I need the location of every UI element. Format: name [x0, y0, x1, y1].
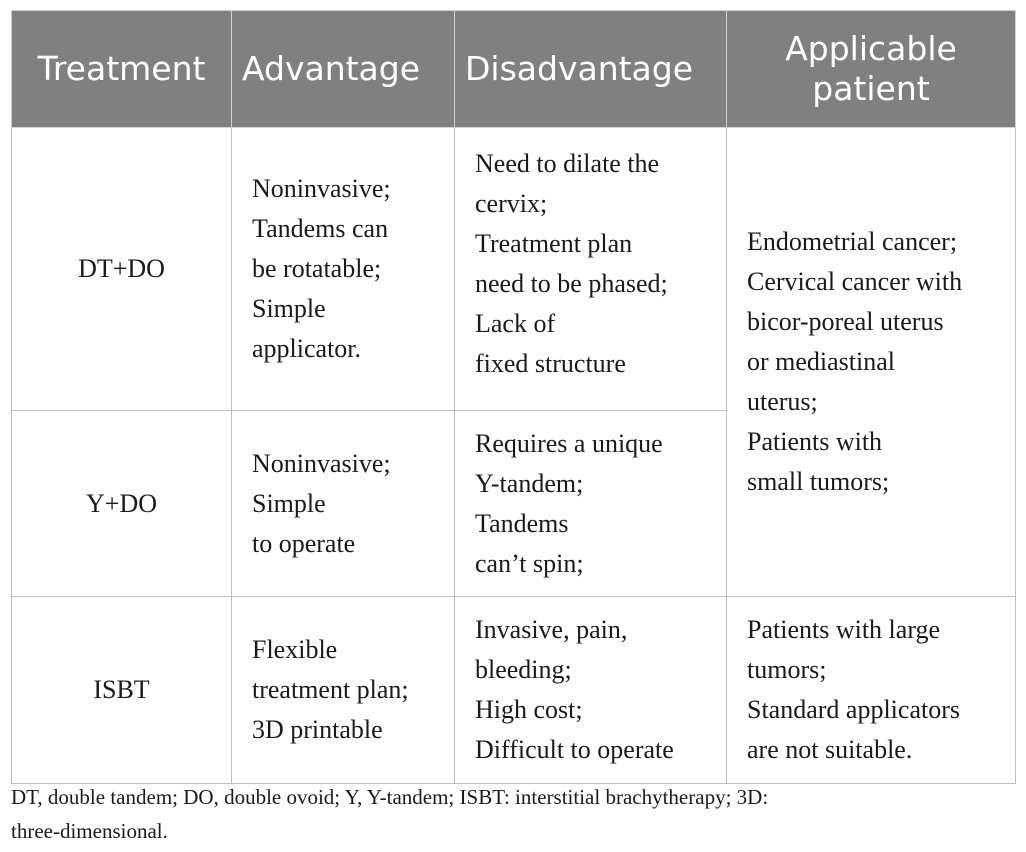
- disadvantage-cell: [455, 411, 727, 597]
- advantage-cell: [232, 597, 455, 784]
- header-row: [12, 11, 1016, 128]
- disadvantage-line: Difficult to operate: [475, 735, 674, 764]
- disadvantage-line: Treatment plan: [475, 229, 633, 258]
- advantage-line: to operate: [252, 528, 356, 558]
- treatment-cell: Y+DO: [12, 411, 232, 597]
- footnote-line2: three-dimensional.: [11, 819, 168, 843]
- advantage-line: Noninvasive;: [252, 174, 391, 203]
- header-applicable-line1: Applicable: [785, 29, 957, 68]
- header-disadvantage: Disadvantage: [455, 11, 727, 128]
- advantage-line: Simple: [252, 488, 326, 518]
- applicable-line: Standard applicators: [747, 695, 960, 724]
- applicable-line: Patients with: [747, 427, 883, 456]
- disadvantage-line: High cost;: [475, 695, 583, 724]
- disadvantage-line: cervix;: [475, 189, 548, 218]
- applicable-patient-cell: [727, 597, 1016, 784]
- advantage-line: Flexible: [252, 635, 338, 664]
- advantage-line: Tandems can: [252, 214, 389, 243]
- advantage-line: Noninvasive;: [252, 448, 391, 478]
- table-footnote: [11, 780, 1015, 848]
- header-applicable-line2: patient: [812, 69, 930, 108]
- applicable-line: tumors;: [747, 655, 827, 684]
- disadvantage-cell: [455, 128, 727, 411]
- header-treatment: Treatment: [12, 11, 232, 128]
- applicable-line: uterus;: [747, 387, 818, 416]
- advantage-line: applicator.: [252, 334, 362, 363]
- table-row: [12, 597, 1016, 784]
- advantage-cell: [232, 128, 455, 411]
- disadvantage-line: can’t spin;: [475, 548, 584, 578]
- applicable-line: or mediastinal: [747, 347, 896, 376]
- applicable-line: small tumors;: [747, 467, 890, 496]
- advantage-line: treatment plan;: [252, 675, 409, 704]
- treatment-cell: ISBT: [12, 597, 232, 784]
- applicable-line: Cervical cancer with: [747, 267, 963, 296]
- advantage-line: 3D printable: [252, 715, 383, 744]
- footnote-line1: DT, double tandem; DO, double ovoid; Y, Y-tandem; ISBT: interstitial brachytherapy; 3D:: [11, 785, 769, 809]
- disadvantage-line: need to be phased;: [475, 269, 668, 298]
- disadvantage-line: Need to dilate the: [475, 149, 660, 178]
- applicable-line: bicor-poreal uterus: [747, 307, 944, 336]
- disadvantage-line: Requires a unique: [475, 428, 663, 458]
- disadvantage-line: Y-tandem;: [475, 468, 584, 498]
- disadvantage-line: Tandems: [475, 508, 569, 538]
- table-row: [12, 128, 1016, 411]
- applicable-line: are not suitable.: [747, 735, 913, 764]
- disadvantage-line: Lack of: [475, 309, 556, 338]
- header-applicable-patient: [727, 11, 1016, 128]
- disadvantage-line: Invasive, pain,: [475, 615, 628, 644]
- header-advantage: Advantage: [232, 11, 455, 128]
- advantage-line: be rotatable;: [252, 254, 382, 283]
- treatment-cell: DT+DO: [12, 128, 232, 411]
- disadvantage-line: fixed structure: [475, 349, 626, 378]
- treatment-comparison-table: [11, 10, 1016, 784]
- advantage-line: Simple: [252, 294, 326, 323]
- disadvantage-line: bleeding;: [475, 655, 572, 684]
- applicable-line: Patients with large: [747, 615, 941, 644]
- advantage-cell: [232, 411, 455, 597]
- disadvantage-cell: [455, 597, 727, 784]
- applicable-patient-cell: [727, 128, 1016, 597]
- applicable-line: Endometrial cancer;: [747, 227, 958, 256]
